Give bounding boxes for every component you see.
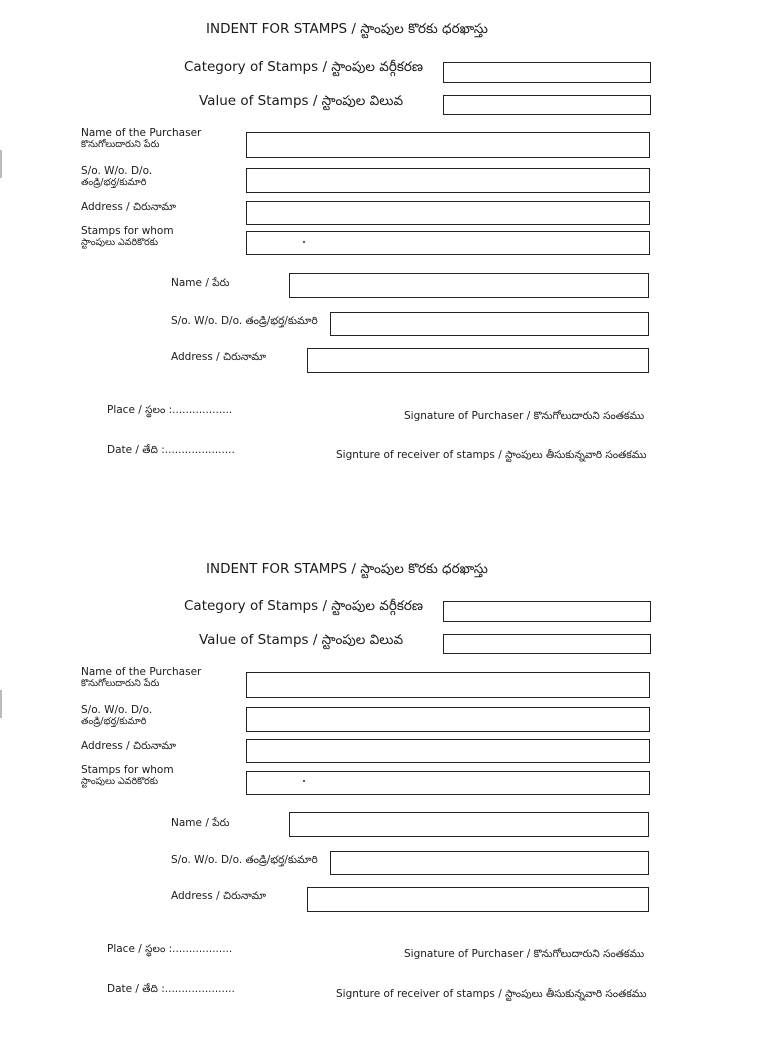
purchaser-signature-label: Signature of Purchaser / కొనుగోలుదారుని సంతకము: [404, 948, 645, 960]
purchaser-signature-label: Signature of Purchaser / కొనుగోలుదారుని సంతకము: [404, 410, 645, 422]
indent-form-1: [0, 0, 768, 512]
whom-relation-field[interactable]: [330, 312, 649, 336]
purchaser-name-label: Name of the Purchaser కొనుగోలుదారుని పేరు: [81, 666, 202, 689]
scan-edge-mark: [0, 690, 2, 718]
place-field[interactable]: Place / స్థలం :..................: [107, 943, 233, 955]
purchaser-address-label: Address / చిరునామా: [81, 201, 176, 213]
date-field[interactable]: Date / తేది :.....................: [107, 444, 235, 456]
value-of-stamps-field[interactable]: [443, 634, 651, 654]
whom-relation-field[interactable]: [330, 851, 649, 875]
purchaser-address-field[interactable]: [246, 739, 650, 763]
category-of-stamps-label: Category of Stamps / స్టాంపుల వర్గీకరణ: [184, 59, 424, 75]
purchaser-name-label: Name of the Purchaser కొనుగోలుదారుని పేరు: [81, 127, 202, 150]
stamps-for-whom-field[interactable]: [246, 771, 650, 795]
whom-name-label: Name / పేరు: [171, 817, 230, 829]
stamps-for-whom-label: Stamps for whom స్టాంపులు ఎవరికొరకు: [81, 225, 174, 248]
category-of-stamps-field[interactable]: [443, 62, 651, 83]
whom-relation-label: S/o. W/o. D/o. తండ్రి/భర్త/కుమారి: [171, 854, 318, 866]
receiver-signature-label: Signture of receiver of stamps / స్టాంపులు తీసుకున్నవారి సంతకము: [336, 988, 647, 1000]
value-of-stamps-label: Value of Stamps / స్టాంపుల విలువ: [199, 632, 404, 648]
whom-relation-label: S/o. W/o. D/o. తండ్రి/భర్త/కుమారి: [171, 315, 318, 327]
scan-speck: [303, 780, 305, 782]
date-field[interactable]: Date / తేది :.....................: [107, 983, 235, 995]
whom-address-label: Address / చిరునామా: [171, 351, 266, 363]
whom-name-field[interactable]: [289, 273, 649, 298]
form-title: INDENT FOR STAMPS / స్టాంపుల కొరకు ధరఖాస్తు: [206, 561, 488, 577]
whom-name-label: Name / పేరు: [171, 277, 230, 289]
whom-address-label: Address / చిరునామా: [171, 890, 266, 902]
purchaser-address-field[interactable]: [246, 201, 650, 225]
purchaser-relation-field[interactable]: [246, 168, 650, 193]
indent-form-2: [0, 540, 768, 1052]
place-field[interactable]: Place / స్థలం :..................: [107, 404, 233, 416]
stamps-for-whom-field[interactable]: [246, 231, 650, 255]
purchaser-name-field[interactable]: [246, 672, 650, 698]
whom-name-field[interactable]: [289, 812, 649, 837]
whom-address-field[interactable]: [307, 887, 649, 912]
category-of-stamps-field[interactable]: [443, 601, 651, 622]
purchaser-relation-field[interactable]: [246, 707, 650, 732]
category-of-stamps-label: Category of Stamps / స్టాంపుల వర్గీకరణ: [184, 598, 424, 614]
purchaser-address-label: Address / చిరునామా: [81, 740, 176, 752]
receiver-signature-label: Signture of receiver of stamps / స్టాంపులు తీసుకున్నవారి సంతకము: [336, 449, 647, 461]
value-of-stamps-field[interactable]: [443, 95, 651, 115]
stamps-for-whom-label: Stamps for whom స్టాంపులు ఎవరికొరకు: [81, 764, 174, 787]
value-of-stamps-label: Value of Stamps / స్టాంపుల విలువ: [199, 93, 404, 109]
purchaser-name-field[interactable]: [246, 132, 650, 158]
form-title: INDENT FOR STAMPS / స్టాంపుల కొరకు ధరఖాస్తు: [206, 21, 488, 37]
whom-address-field[interactable]: [307, 348, 649, 373]
scan-speck: [303, 241, 305, 243]
scan-edge-mark: [0, 150, 2, 178]
purchaser-relation-label: S/o. W/o. D/o. తండ్రి/భర్త/కుమారి: [81, 704, 153, 727]
purchaser-relation-label: S/o. W/o. D/o. తండ్రి/భర్త/కుమారి: [81, 165, 153, 188]
